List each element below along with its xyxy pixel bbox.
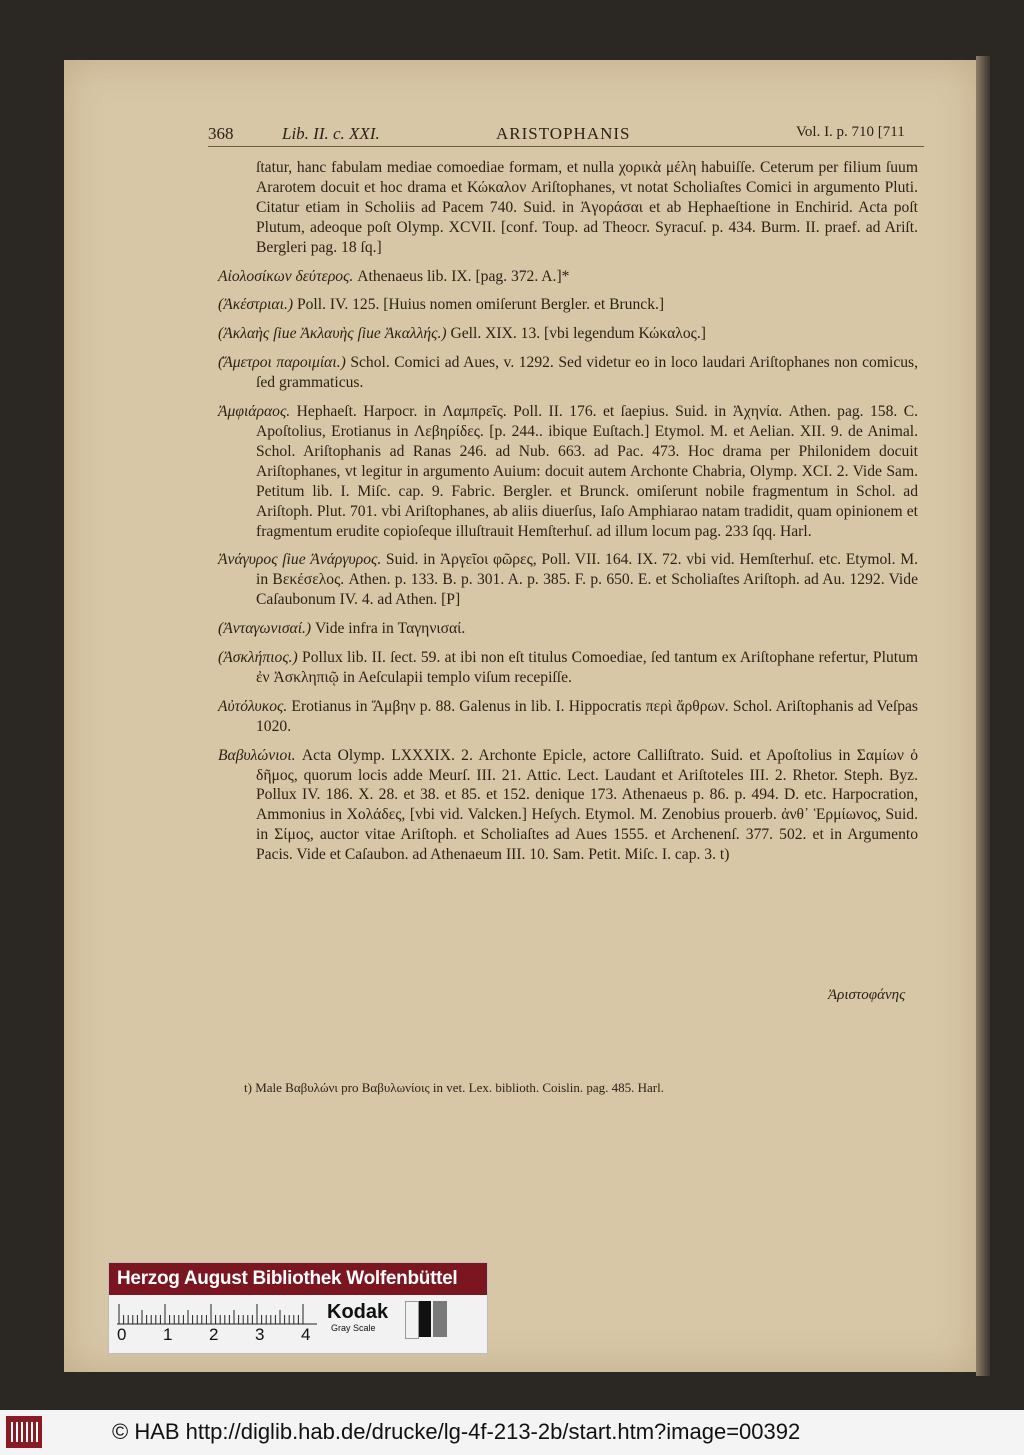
- entry-headword: Αἰολοσίκων δεύτερος.: [218, 267, 354, 285]
- entry-headword: (Ἀσκλήπιος.): [218, 649, 298, 667]
- entry-headword: Ἀνάγυρος ſiue Ἀνάργυρος.: [218, 551, 382, 569]
- scale-card: [108, 1262, 488, 1354]
- entry-text: Pollux lib. II. ſect. 59. at ibi non eſt titulus Comoediae, ſed tantum ex Ariſtophane refertur, Plutum ἐν Ἀσκληπιῷ in Aeſculapii templo viſum recepiſſe.: [256, 649, 918, 686]
- institution-banner: [109, 1263, 487, 1295]
- copyright-url[interactable]: © HAB http://diglib.hab.de/drucke/lg-4f-213-2b/start.htm?image=00392: [112, 1419, 801, 1444]
- gray-scale-label: Gray Scale: [331, 1323, 376, 1333]
- gray-swatch-mid: [433, 1301, 447, 1337]
- entry-headword: Ἀμφιάραος.: [218, 403, 291, 421]
- book-reference: Lib. II. c. XXI.: [282, 124, 380, 143]
- running-title: ARISTOPHANIS: [496, 124, 631, 143]
- gray-swatch-white: [405, 1301, 419, 1339]
- entry-text: Suid. in Ἀργεῖοι φῶρες, Poll. VII. 164. IX. 72. vbi vid. Hemſterhuſ. etc. Etymol. M. in Βεκέσελος. Athen. p. 133. B. p. 301. A. p. 385. F. p. 650. E. et Scholiaſtes Ariſtoph. ad Au. 1292. Vide Caſaubonum IV. 4. ad Athen. [P]: [256, 551, 918, 609]
- entry-text: Hephaeſt. Harpocr. in Λαμπρεῖς. Poll. II. 176. et ſaepius. Suid. in Ἀχηνία. Athen. pag. 158. C. Apoſtolius, Erotianus in Λεβηρίδες. [p. 244.. ibique Euſtach.] Etymol. M. et Aelian. XII. 9. de Animal. Schol. Ariſtophanis ad Ranas 246. ad Nub. 663. ad Pac. 473. Hoc drama per Philonidem docuit Ariſtophanes, vt legitur in argumento Auium: docuit autem Archonte Chabria, Olymp. XCI. 2. Vide Sam. Petitum lib. I. Miſc. cap. 9. Fabric. Bergler. et Brunck. omiſerunt nobile fragmentum in Schol. ad Ariſtoph. Plut. 701. vbi Ariſtophanes, ab aliis diuerſus, Iaſo Amphiarao natam tradidit, quam opinionem et fragmentum erudite copioſeque illuſtrauit Hemſterhuſ. ad illum locum pag. 233 ſqq. Harl.: [256, 403, 918, 540]
- entry: [218, 619, 918, 639]
- page-number: 368: [208, 124, 234, 143]
- entry-headword: (Ἀκέστριαι.): [218, 296, 294, 314]
- footnote: t) Male Βαβυλώνι pro Βαβυλωνίοις in vet. Lex. biblioth. Coislin. pag. 485. Harl.: [244, 1080, 664, 1095]
- kodak-logo: Kodak: [327, 1301, 389, 1323]
- entry-headword: (Ἀνταγωνισαί.): [218, 620, 312, 638]
- header-rule: [208, 146, 924, 147]
- entry-headword: (Ἀκλαὴς ſiue Ἀκλαυὴς ſiue Ἀκαλλής.): [218, 325, 447, 343]
- entry-text: Gell. XIX. 13. [vbi legendum Κώκαλος.]: [450, 325, 706, 343]
- entry-headword: Αὐτόλυκος.: [218, 697, 288, 715]
- entry: [218, 402, 918, 541]
- ruler-number: 1: [163, 1325, 173, 1344]
- entry: [218, 648, 918, 688]
- entry: [218, 295, 918, 315]
- entry: [218, 746, 918, 865]
- footer-bar: [0, 1410, 1024, 1455]
- entry: [218, 353, 918, 393]
- book-spine: [976, 56, 990, 1376]
- entry: [218, 267, 918, 287]
- entry-text: Acta Olymp. LXXXIX. 2. Archonte Epicle, actore Calliſtrato. Suid. et Apoſtolius in Σαμίων ὁ δῆμος, quorum locis adde Meurſ. III. 21. Attic. Lect. Laudant et Ariſtoteles III. 2. Rhetor. Steph. Byz. Pollux IV. 186. X. 28. et 38. et 85. et 152. denique 173. Athenaeus p. 86. p. 494. D. etc. Harpocration, Ammonius in Χολάδες, [vbi vid. Valcken.] Heſych. Etymol. M. Zenobius prouerb. ἀνθ᾽ Ἑρμίωνος, Suid. in Σίμος, auctor vitae Ariſtoph. et Scholiaſtes ad Aues 1555. et Archenenſ. 377. 502. et in Argumento Pacis. Vide et Caſaubon. ad Athenaeum III. 10. Sam. Petit. Miſc. I. cap. 3. t): [256, 746, 918, 864]
- hab-logo-icon: [6, 1416, 42, 1448]
- entry: [218, 550, 918, 610]
- ruler-number: 2: [209, 1325, 219, 1344]
- ruler-number: 0: [117, 1325, 127, 1344]
- entry-text: Schol. Comici ad Aues, v. 1292. Sed videtur eo in loco laudari Ariſtophanes non comicus, ſed grammaticus.: [256, 354, 918, 392]
- ruler-scale: [117, 1303, 317, 1325]
- entry-text: Erotianus in Ἄμβην p. 88. Galenus in lib. I. Hippocratis περὶ ἄρθρων. Schol. Ariſtophanis ad Veſpas 1020.: [256, 697, 918, 735]
- gray-swatch-black: [419, 1301, 431, 1337]
- entry-text: Athenaeus lib. IX. [pag. 372. A.]*: [357, 267, 570, 285]
- entry-text: Vide infra in Ταγηνισαί.: [315, 620, 466, 638]
- page-body: [218, 158, 918, 874]
- entry-text: Poll. IV. 125. [Huius nomen omiſerunt Bergler. et Brunck.]: [296, 296, 665, 314]
- entry-headword: Βαβυλώνιοι.: [218, 746, 296, 764]
- ruler-number: 3: [255, 1325, 265, 1344]
- ruler-number: 4: [301, 1325, 311, 1344]
- catchword: Ἀριστοφάνης: [828, 987, 906, 1003]
- entry-headword: (Ἄμετροι παροιμίαι.): [218, 354, 346, 372]
- ruler-numbers: [117, 1325, 327, 1347]
- entry: [218, 324, 918, 344]
- institution-name: Herzog August Bibliothek Wolfenbüttel: [117, 1268, 458, 1289]
- volume-reference: Vol. I. p. 710 [711: [796, 124, 905, 140]
- entry-continuation: ſtatur, hanc fabulam mediae comoediae formam, et nulla χορικὰ μέλη habuiſſe. Ceterum per filium ſuum Ararotem docuit et hoc drama et Κώκαλον Ariſtophanes, vt notat Scholiaſtes Comici in argumento Pluti. Citatur etiam in Scholiis ad Pacem 740. Suid. in Ἀγοράσαι et ab Hephaeſtione in Enchirid. Acta poſt Plutum, adeoque poſt Olymp. XCVII. [conf. Toup. ad Theocr. Syracuſ. p. 434. Burm. II. praef. ad Ariſt. Bergleri pag. 18 ſq.]: [256, 159, 918, 256]
- entry: [218, 697, 918, 737]
